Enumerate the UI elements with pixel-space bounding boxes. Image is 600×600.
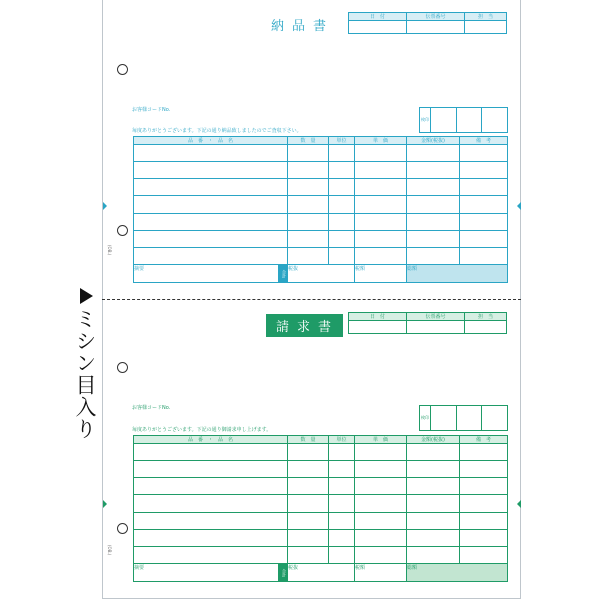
customer-code-label: お客様コードNo. <box>132 107 171 113</box>
summary-remarks-label: 摘要 <box>134 565 145 571</box>
summary-tax-label: 税額 <box>355 564 407 582</box>
table-row <box>134 247 508 264</box>
stamp-label: 検印 <box>420 108 431 133</box>
binding-hole <box>117 64 128 75</box>
table-row <box>134 444 508 461</box>
col-amount: 金額(税抜) <box>407 436 460 444</box>
table-row <box>134 213 508 230</box>
form-code: (OB.) <box>107 245 112 256</box>
col-unit: 単位 <box>329 137 355 145</box>
col-remarks: 備 考 <box>460 436 508 444</box>
header-staff: 担 当 <box>465 13 507 21</box>
summary-remarks-label: 摘要 <box>134 266 145 272</box>
col-amount: 金額(税抜) <box>407 137 460 145</box>
table-row <box>134 145 508 162</box>
perforation-line <box>102 299 521 300</box>
invoice-header-table <box>348 312 507 334</box>
form-code: (OB.) <box>107 545 112 556</box>
summary-grand-total-label: 総額 <box>407 265 508 283</box>
invoice-items-table <box>133 435 508 582</box>
arrow-right-icon <box>80 288 93 304</box>
customer-code-label: お客様コードNo. <box>132 405 171 411</box>
table-row <box>134 162 508 179</box>
col-item: 品 番 ・ 品 名 <box>134 436 288 444</box>
greeting-text: 毎度ありがとうございます。下記の通り御請求申し上げます。 <box>132 427 272 433</box>
summary-subtotal-label: 税抜 <box>288 265 355 283</box>
margin-marker <box>517 202 521 210</box>
table-row <box>134 495 508 512</box>
header-staff: 担 当 <box>465 313 507 321</box>
summary-subtotal-label: 税抜 <box>288 564 355 582</box>
col-qty: 数 量 <box>288 436 329 444</box>
header-slip-no: 伝票番号 <box>407 313 465 321</box>
summary-row <box>134 564 508 582</box>
col-price: 単 価 <box>355 137 407 145</box>
margin-marker <box>103 500 107 508</box>
summary-total-label: 合計 <box>278 564 287 581</box>
col-item: 品 番 ・ 品 名 <box>134 137 288 145</box>
delivery-header-table <box>348 12 507 34</box>
header-date: 日 付 <box>349 13 407 21</box>
table-row <box>134 461 508 478</box>
summary-total-label: 合計 <box>278 265 287 282</box>
table-row <box>134 478 508 495</box>
stamp-label: 検印 <box>420 406 431 431</box>
invoice-title: 請求書 <box>266 314 343 337</box>
delivery-title: 納品書 <box>271 19 335 34</box>
summary-tax-label: 税額 <box>355 265 407 283</box>
stamp-box <box>419 405 508 431</box>
perforation-label <box>72 288 98 440</box>
header-date: 日 付 <box>349 313 407 321</box>
header-slip-no: 伝票番号 <box>407 13 465 21</box>
table-row <box>134 179 508 196</box>
stamp-box <box>419 107 508 133</box>
col-qty: 数 量 <box>288 137 329 145</box>
binding-hole <box>117 523 128 534</box>
table-row <box>134 546 508 563</box>
col-unit: 単位 <box>329 436 355 444</box>
binding-hole <box>117 225 128 236</box>
perforation-text: ミシン目入り <box>73 308 97 440</box>
summary-row <box>134 265 508 283</box>
margin-marker <box>103 202 107 210</box>
table-row <box>134 196 508 213</box>
col-remarks: 備 考 <box>460 137 508 145</box>
summary-grand-total-label: 総額 <box>407 564 508 582</box>
margin-marker <box>517 500 521 508</box>
binding-hole <box>117 362 128 373</box>
table-row <box>134 512 508 529</box>
table-row <box>134 529 508 546</box>
delivery-items-table <box>133 136 508 283</box>
table-row <box>134 230 508 247</box>
greeting-text: 毎度ありがとうございます。下記の通り納品致しましたのでご査収下さい。 <box>132 128 302 134</box>
col-price: 単 価 <box>355 436 407 444</box>
